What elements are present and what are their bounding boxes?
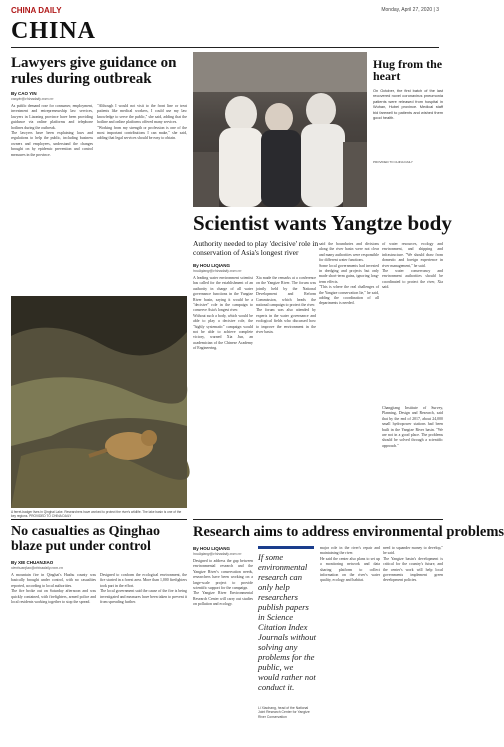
river-photo-art: [11, 296, 187, 508]
article-headline: No casualties as Qinghao blaze put under control: [11, 524, 160, 554]
photo-caption: A ferret-badger lives in Qinghai Lake. Researchers have worked to protect the river's wildlife. The lake basin is one of the key regions. PROVIDED TO CHINA DAILY: [11, 510, 182, 518]
hug-title: Hug from the heart: [373, 57, 443, 83]
article-column: A mountain fire in Qinghai's Huzhu county was basically brought under control, with no casualties reported, according to local authorities. The fire broke out on Saturday afternoon and was quickly contained, with firefighters, armed police and local residents working together to stop the spread.: [11, 573, 96, 605]
article-headline: Research aims to address environmental problems: [193, 524, 504, 540]
quote-attribution: Li Xiaohang, head of the National Joint Research Center for Yangtze River Conservation: [258, 706, 310, 719]
main-subhead: Authority needed to play 'decisive' role in conservation of Asia's longest river: [193, 239, 319, 257]
author-email: houliqiang@chinadaily.com.cn: [193, 269, 242, 273]
article-column: As public demand rose for consumer, employment, investment and entrepreneurship law services, lawyers in Liaoning province have been providing guidance via online platforms and telephone hotlines during the outbreak. The lawyers have been explaining laws and regulations to help the public, including business owners and employees, understand the changes brought on by epidemic prevention and control measures in the province.: [11, 104, 93, 157]
article-byline: By HOU LIQIANG: [193, 263, 231, 268]
newspaper-logo: CHINA DAILY: [11, 6, 62, 15]
hug-caption: On October, the first batch of the last recovered novel coronavirus pneumonia patients were released from hospital in Wuhan, Hubei province. Medical staff bid farewell to patients and wished them good health.: [373, 88, 443, 121]
article-byline: By CAO YIN: [11, 91, 37, 96]
divider: [193, 519, 443, 520]
date-text: Monday, April 27, 2020: [381, 7, 433, 13]
article-column: Xia made the remarks at a conference on the Yangtze River. The forum was jointly held by the National Development and Reform Commission, which heads the national campaign to protect the river. The forum was also attended by experts in the water governance and ecological fields who discussed how to improve the environment in the river basin.: [256, 276, 316, 335]
article-column: A leading water environment scientist has called for the establishment of an authority in charge of all water governance functions in the Yangtze River basin, saying it would be a "decisive" role in the campaign to conserve Asia's longest river. Without such a body, which would be able to play a decisive role, the "highly systematic" campaign would not be able to achieve complete victory, warned Xia Jun, an academician of the Chinese Academy of Engineering.: [193, 276, 253, 351]
article-column: Designed to conform the ecological environment, the fire started in a forest area. More than 1,000 firefighters took part in the effort. The local government said the cause of the fire is being investigated and measures have been taken to prevent it from spreading further.: [100, 573, 187, 605]
article-column: major role in the river's repair and maintaining the river. He said the center also plans to set up a monitoring network and data sharing platform to collect information on the river's water quality, ecology and habitat.: [320, 546, 380, 583]
article-column: said the boundaries and divisions along the river basin were not clear and many authorities were responsible for different water functions. Some local governments had invested in dredging and projects but only made short-term gains, ignoring long-term effects. "This is where the real challenges of the Yangtze conservation lie," he said, adding the coordination of all departments is needed.: [319, 242, 379, 306]
main-headline: Scientist wants Yangtze body: [193, 211, 452, 235]
header-rule: [11, 47, 439, 48]
issue-date: Monday, April 27, 2020 | 3: [381, 7, 439, 13]
hug-photo-art: [193, 52, 367, 207]
author-email: xiechuanjiao@chinadaily.com.cn: [11, 566, 63, 570]
article-column: Designed to address the gap between environmental research and the Yangtze River's conservation needs, researchers have been working on a large-scale project to provide scientific support for the campaign. The Yangtze River Environmental Research Center will carry out studies on pollution and ecology.: [193, 559, 253, 607]
article-byline: By XIE CHUANJIAO: [11, 560, 54, 565]
article-column: "Although I would not visit to the front line or treat patients like medical workers, I could use my law knowledge to serve the public," she said, adding that the hotline and online platforms offered many services. "Working from my strength or profession is one of the most important contributions I can make," she said, adding that legal services should be easy to obtain.: [97, 104, 187, 141]
author-email: caoyin@chinadaily.com.cn: [11, 97, 54, 101]
river-photo: [11, 296, 187, 508]
hug-photo: [193, 52, 367, 207]
divider: [11, 519, 187, 520]
page-number: 3: [436, 7, 439, 13]
section-title: CHINA: [11, 18, 97, 44]
pull-quote: If some environmental research can only help researchers publish papers in Science Citation Index Journals without solving any problems for the public, we would rather not conduct it.: [258, 552, 317, 692]
article-headline: Lawyers give guidance on rules during outbreak: [11, 55, 177, 87]
quote-rule: [258, 546, 314, 549]
article-column: Changjiang Institute of Survey, Planning, Design and Research, said that by the end of 2017, about 24,000 small hydropower stations had been built in the Yangtze River basin. "We are not in a good place. The problems should be solved through a scientific approach.": [382, 406, 443, 514]
article-column: need to squander money to develop," he said. The Yangtze basin's development is critical for the country's future, and the center's work will help local governments implement green development policies.: [383, 546, 443, 583]
hug-credit: PROVIDED TO CHINA DAILY: [373, 160, 413, 164]
article-column: of water resources, ecology and environment, and shipping and infrastructure. "We should draw from domestic and foreign experience in river management," he said. The water conservancy and environment authorities should be coordinated to protect the river, Xia said.: [382, 242, 443, 290]
article-byline: By HOU LIQIANG: [193, 546, 231, 551]
author-email: houliqiang@chinadaily.com.cn: [193, 552, 242, 556]
